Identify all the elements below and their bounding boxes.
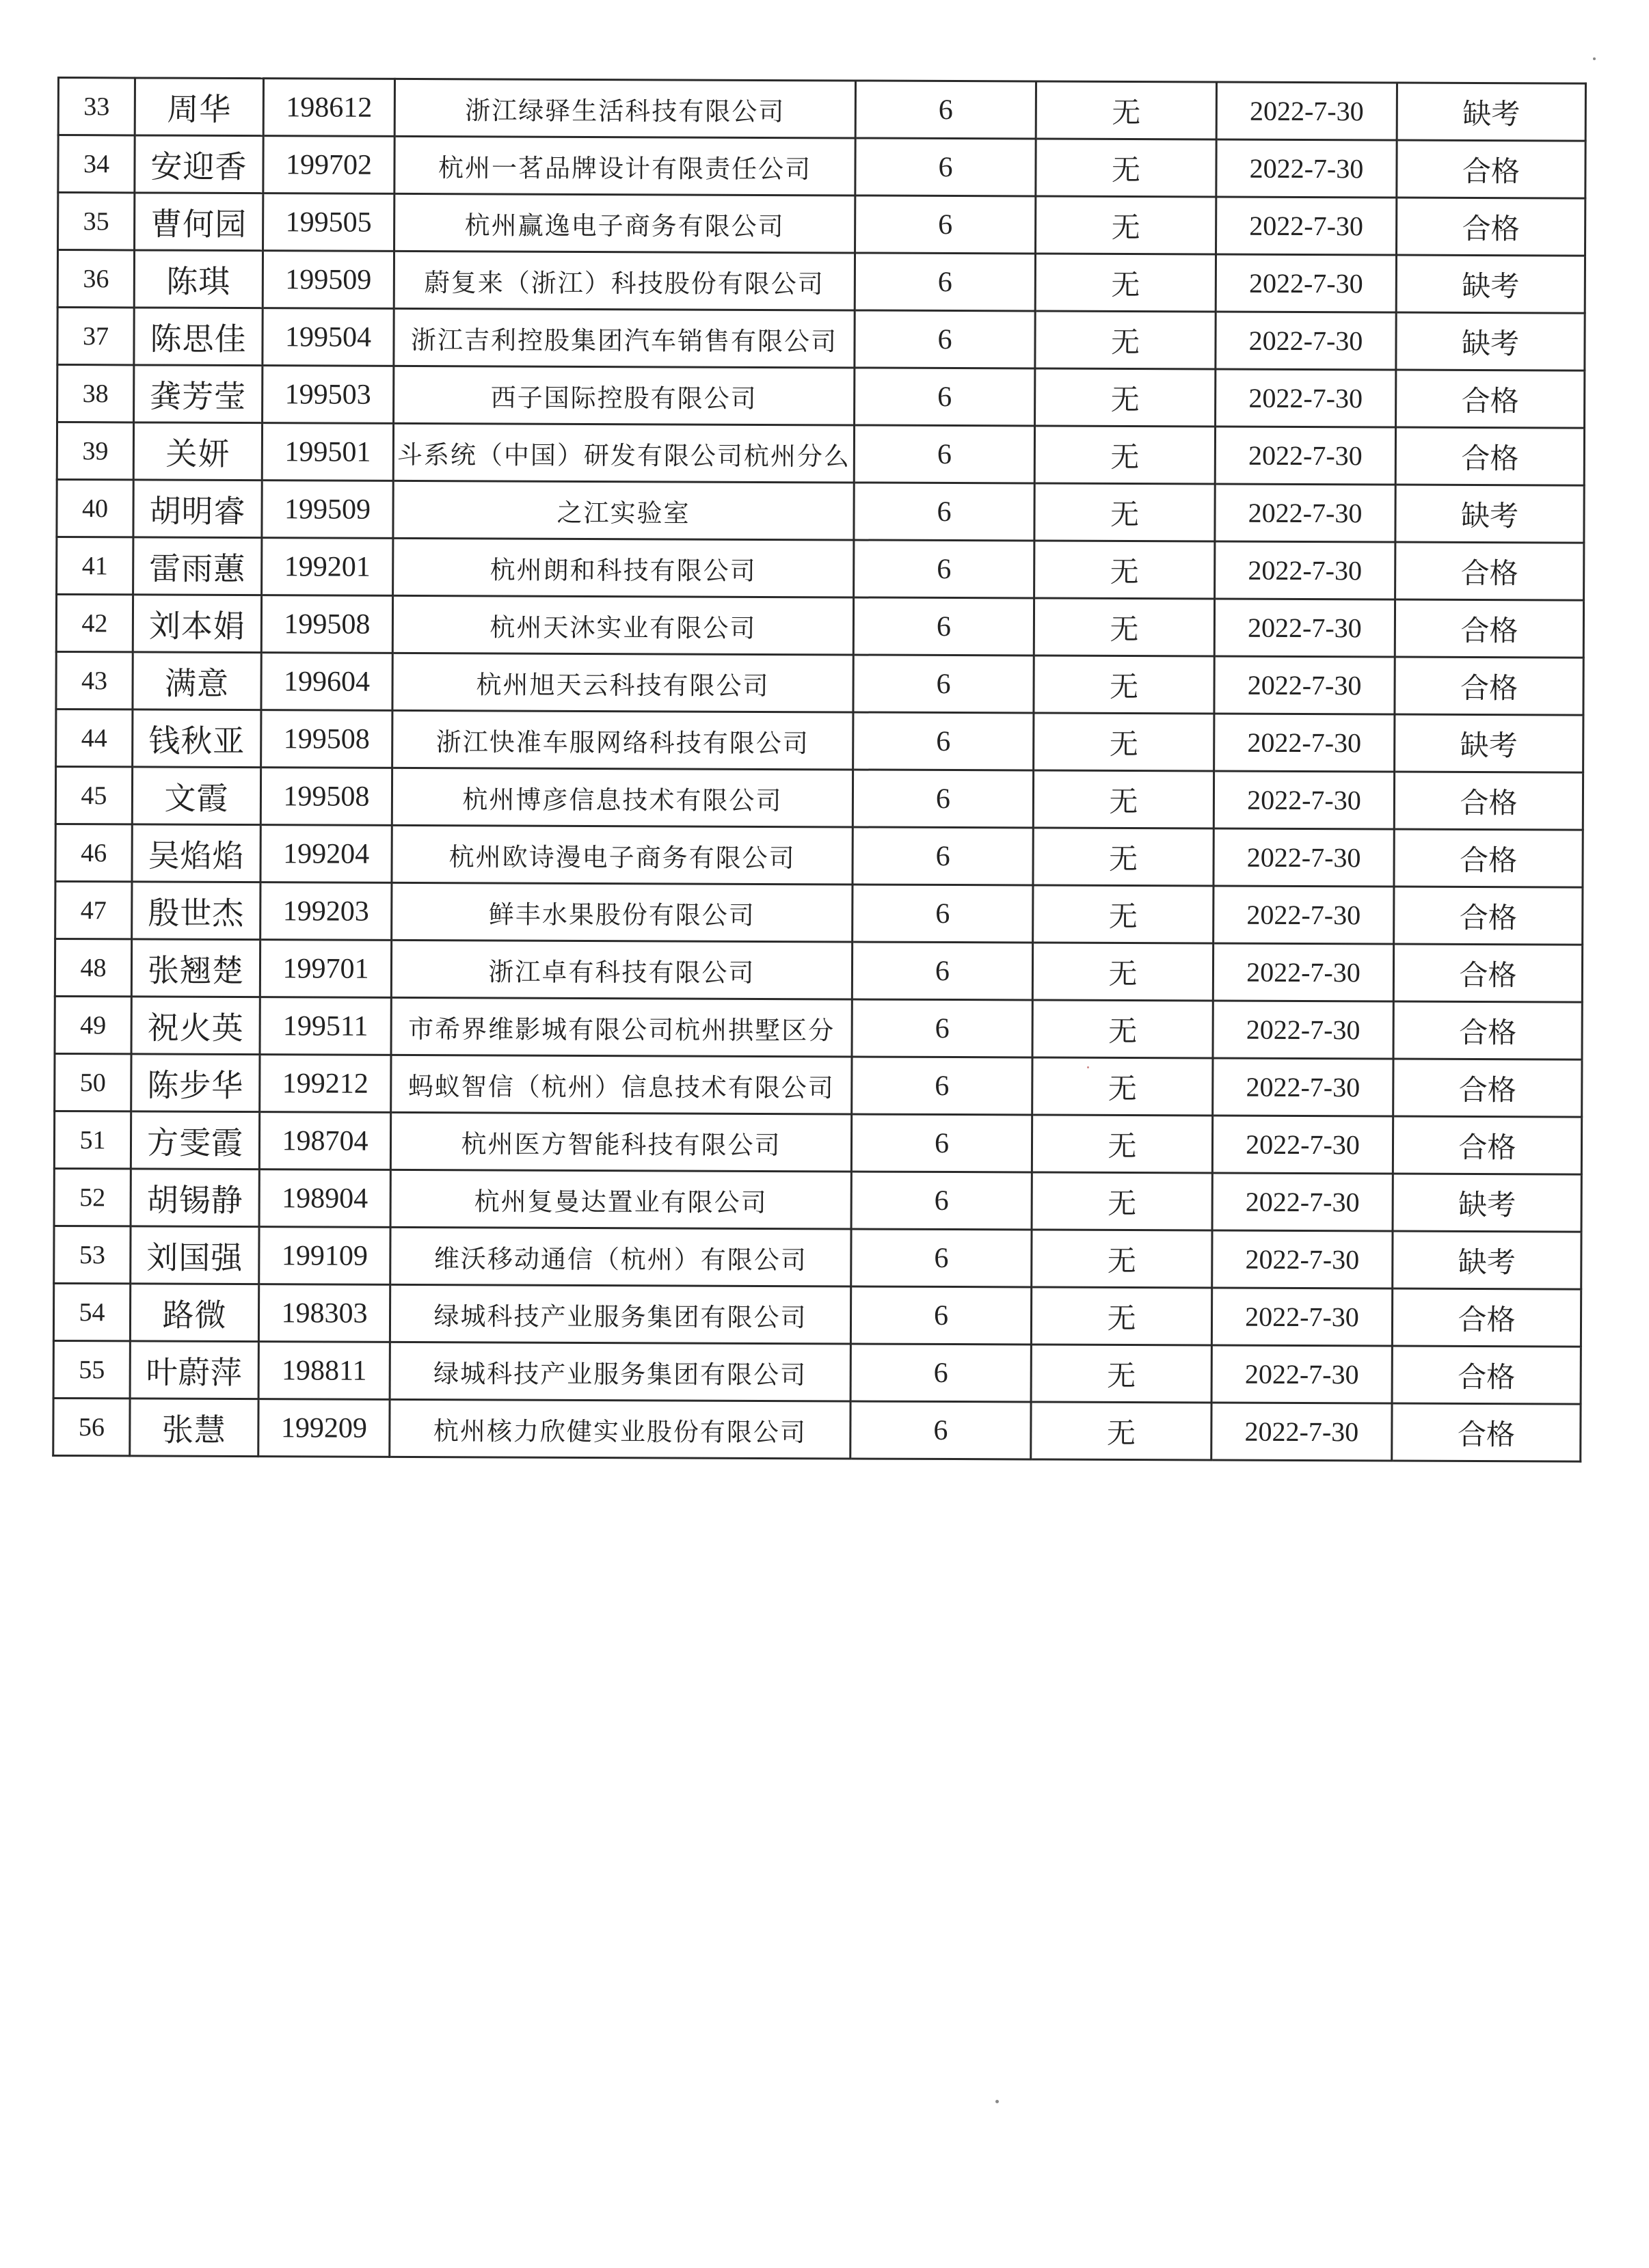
person-name: 陈步华 <box>131 1054 260 1112</box>
result-cell: 合格 <box>1393 1001 1582 1059</box>
row-number: 51 <box>54 1111 131 1168</box>
birth-id: 199701 <box>260 940 391 998</box>
table-row <box>55 1053 1582 1117</box>
hours-cell: 6 <box>850 1286 1031 1345</box>
table-container <box>52 77 1585 1463</box>
result-cell: 合格 <box>1397 198 1585 256</box>
result-cell: 合格 <box>1392 1403 1581 1461</box>
date-cell: 2022-7-30 <box>1216 82 1397 140</box>
result-cell: 合格 <box>1395 657 1583 715</box>
result-cell: 合格 <box>1393 1116 1581 1174</box>
result-cell: 缺考 <box>1395 485 1584 543</box>
table-row <box>57 308 1585 371</box>
remark-cell: 无 <box>1034 656 1214 714</box>
hours-cell: 6 <box>855 195 1036 254</box>
row-number: 34 <box>58 135 135 193</box>
table-row <box>56 709 1583 772</box>
person-name: 满意 <box>133 652 261 710</box>
birth-id: 199201 <box>262 538 393 596</box>
date-cell: 2022-7-30 <box>1216 197 1397 255</box>
result-cell: 合格 <box>1395 427 1584 485</box>
date-cell: 2022-7-30 <box>1216 139 1397 198</box>
result-cell: 缺考 <box>1395 714 1583 772</box>
company-name: 杭州一茗品牌设计有限责任公司 <box>394 136 855 195</box>
result-cell: 缺考 <box>1393 1174 1581 1232</box>
table-row <box>54 1226 1581 1289</box>
remark-cell: 无 <box>1032 943 1213 1001</box>
hours-cell: 6 <box>853 712 1034 770</box>
table-row <box>57 250 1585 314</box>
row-number: 46 <box>55 824 132 881</box>
scan-speck <box>1593 57 1596 60</box>
result-cell: 缺考 <box>1393 1231 1581 1289</box>
person-name: 钱秋亚 <box>133 710 261 768</box>
remark-cell: 无 <box>1034 483 1215 541</box>
table-row <box>54 1168 1581 1232</box>
hours-cell: 6 <box>855 368 1035 426</box>
hours-cell: 6 <box>854 540 1034 598</box>
hours-cell: 6 <box>850 1401 1031 1459</box>
hours-cell: 6 <box>855 81 1036 139</box>
remark-cell: 无 <box>1031 1402 1211 1460</box>
remark-cell: 无 <box>1034 426 1215 484</box>
date-cell: 2022-7-30 <box>1212 1173 1393 1231</box>
birth-id: 199509 <box>263 251 394 309</box>
table-row <box>55 766 1583 830</box>
remark-cell: 无 <box>1033 828 1214 886</box>
scan-speck <box>1087 1066 1089 1068</box>
remark-cell: 无 <box>1031 1345 1211 1403</box>
table-row <box>53 1398 1581 1461</box>
hours-cell: 6 <box>854 425 1034 483</box>
company-name: 杭州旭天云科技有限公司 <box>392 653 853 712</box>
person-name: 龚芳莹 <box>134 365 263 423</box>
person-name: 雷雨蕙 <box>133 537 262 595</box>
date-cell: 2022-7-30 <box>1215 541 1395 599</box>
row-number: 36 <box>57 250 134 308</box>
remark-cell: 无 <box>1033 770 1214 828</box>
row-number: 56 <box>53 1398 130 1455</box>
table-row <box>57 537 1584 601</box>
company-name: 维沃移动通信（杭州）有限公司 <box>390 1227 851 1286</box>
person-name: 陈琪 <box>134 250 263 308</box>
row-number: 33 <box>58 78 135 135</box>
table-row <box>55 881 1583 945</box>
date-cell: 2022-7-30 <box>1212 1230 1393 1288</box>
remark-cell: 无 <box>1033 885 1214 943</box>
remark-cell: 无 <box>1035 368 1216 427</box>
birth-id: 199604 <box>261 653 392 711</box>
remark-cell: 无 <box>1036 81 1216 139</box>
birth-id: 199508 <box>261 710 392 768</box>
company-name: 绿城科技产业服务集团有限公司 <box>390 1342 850 1401</box>
remark-cell: 无 <box>1031 1287 1211 1345</box>
person-name: 胡锡静 <box>131 1169 259 1227</box>
birth-id: 198612 <box>263 79 394 137</box>
result-cell: 合格 <box>1397 140 1585 198</box>
company-name: 鲜丰水果股份有限公司 <box>392 882 853 942</box>
date-cell: 2022-7-30 <box>1216 254 1396 312</box>
remark-cell: 无 <box>1034 598 1214 656</box>
row-number: 47 <box>55 881 132 939</box>
table-row <box>58 78 1585 141</box>
result-cell: 合格 <box>1394 772 1583 830</box>
date-cell: 2022-7-30 <box>1214 828 1394 887</box>
row-number: 44 <box>56 709 133 766</box>
person-name: 张翘楚 <box>131 939 260 997</box>
result-cell: 合格 <box>1395 599 1583 658</box>
scan-speck <box>995 2100 999 2103</box>
birth-id: 198811 <box>258 1342 390 1400</box>
hours-cell: 6 <box>853 597 1034 656</box>
company-name: 杭州天沐实业有限公司 <box>392 595 853 655</box>
company-name: 绿城科技产业服务集团有限公司 <box>390 1284 850 1344</box>
birth-id: 199509 <box>262 481 393 539</box>
company-name: 西子国际控股有限公司 <box>394 366 855 425</box>
remark-cell: 无 <box>1035 311 1216 369</box>
remark-cell: 无 <box>1032 1230 1212 1288</box>
hours-cell: 6 <box>855 253 1035 311</box>
date-cell: 2022-7-30 <box>1214 714 1395 772</box>
row-number: 54 <box>53 1283 130 1340</box>
result-cell: 合格 <box>1394 829 1583 887</box>
row-number: 42 <box>56 595 133 652</box>
table-row <box>55 996 1582 1059</box>
result-cell: 缺考 <box>1396 312 1585 370</box>
result-cell: 合格 <box>1393 944 1582 1002</box>
result-cell: 合格 <box>1395 542 1584 600</box>
row-number: 49 <box>55 996 131 1053</box>
table-row <box>56 595 1583 658</box>
table-row <box>56 651 1583 715</box>
birth-id: 199503 <box>263 366 394 424</box>
remark-cell: 无 <box>1035 254 1216 312</box>
table-row <box>55 824 1583 887</box>
birth-id: 199501 <box>262 423 393 481</box>
date-cell: 2022-7-30 <box>1214 771 1394 829</box>
company-name: 杭州朗和科技有限公司 <box>393 538 854 597</box>
date-cell: 2022-7-30 <box>1214 656 1395 714</box>
person-name: 关妍 <box>133 422 262 481</box>
result-cell: 合格 <box>1392 1346 1581 1404</box>
birth-id: 199702 <box>263 136 394 194</box>
hours-cell: 6 <box>853 770 1033 828</box>
result-cell: 合格 <box>1392 1288 1581 1347</box>
hours-cell: 6 <box>852 999 1032 1057</box>
hours-cell: 6 <box>855 138 1036 196</box>
hours-cell: 6 <box>851 1172 1032 1230</box>
birth-id: 199505 <box>263 193 394 252</box>
date-cell: 2022-7-30 <box>1216 312 1396 370</box>
birth-id: 199508 <box>261 595 392 653</box>
date-cell: 2022-7-30 <box>1211 1288 1392 1346</box>
records-table <box>52 77 1587 1463</box>
hours-cell: 6 <box>854 483 1034 541</box>
company-name: 杭州赢逸电子商务有限公司 <box>394 193 855 253</box>
birth-id: 199209 <box>258 1399 390 1457</box>
hours-cell: 6 <box>853 827 1033 885</box>
hours-cell: 6 <box>853 655 1034 713</box>
remark-cell: 无 <box>1034 713 1214 771</box>
row-number: 39 <box>57 422 133 480</box>
hours-cell: 6 <box>853 885 1033 943</box>
birth-id: 198704 <box>259 1112 390 1170</box>
table-row <box>54 1111 1581 1174</box>
row-number: 41 <box>57 537 133 595</box>
table-row <box>58 135 1585 199</box>
person-name: 叶蔚萍 <box>130 1341 258 1399</box>
row-number: 43 <box>56 651 133 709</box>
row-number: 38 <box>57 365 134 422</box>
row-number: 48 <box>55 939 131 996</box>
birth-id: 199203 <box>260 882 392 941</box>
birth-id: 199212 <box>260 1055 391 1113</box>
row-number: 52 <box>54 1168 131 1226</box>
remark-cell: 无 <box>1036 196 1216 254</box>
date-cell: 2022-7-30 <box>1214 886 1394 944</box>
date-cell: 2022-7-30 <box>1215 427 1395 485</box>
person-name: 方雯霞 <box>131 1111 259 1170</box>
remark-cell: 无 <box>1034 541 1215 599</box>
date-cell: 2022-7-30 <box>1213 943 1393 1001</box>
table-row <box>57 480 1584 543</box>
date-cell: 2022-7-30 <box>1215 484 1395 542</box>
hours-cell: 6 <box>850 1344 1031 1402</box>
hours-cell: 6 <box>855 310 1035 368</box>
table-row <box>53 1283 1581 1347</box>
remark-cell: 无 <box>1032 1115 1212 1173</box>
birth-id: 199504 <box>263 308 394 366</box>
company-name: 浙江卓有科技有限公司 <box>391 940 852 999</box>
date-cell: 2022-7-30 <box>1213 1058 1393 1116</box>
company-name: 斗系统（中国）研发有限公司杭州分么 <box>393 423 854 483</box>
company-name: 市希界维影城有限公司杭州拱墅区分 <box>391 997 852 1057</box>
result-cell: 合格 <box>1394 887 1583 945</box>
person-name: 刘国强 <box>131 1226 259 1284</box>
company-name: 杭州博彦信息技术有限公司 <box>392 768 853 827</box>
company-name: 之江实验室 <box>393 481 854 540</box>
row-number: 40 <box>57 480 133 537</box>
date-cell: 2022-7-30 <box>1213 1001 1393 1059</box>
company-name: 杭州医方智能科技有限公司 <box>390 1112 851 1172</box>
person-name: 文霞 <box>132 767 260 825</box>
person-name: 吴焰焰 <box>132 824 260 882</box>
hours-cell: 6 <box>852 1057 1032 1115</box>
person-name: 路微 <box>130 1284 258 1342</box>
person-name: 周华 <box>135 78 263 136</box>
row-number: 37 <box>57 308 134 365</box>
table-row <box>53 1340 1581 1404</box>
person-name: 安迎香 <box>135 135 263 193</box>
person-name: 殷世杰 <box>132 882 260 940</box>
hours-cell: 6 <box>851 1114 1032 1172</box>
date-cell: 2022-7-30 <box>1212 1116 1393 1174</box>
company-name: 浙江绿驿生活科技有限公司 <box>394 79 855 138</box>
company-name: 蚂蚁智信（杭州）信息技术有限公司 <box>391 1055 852 1114</box>
company-name: 杭州欧诗漫电子商务有限公司 <box>392 825 853 885</box>
person-name: 张慧 <box>130 1399 258 1457</box>
birth-id: 199511 <box>260 997 391 1055</box>
table-row <box>58 193 1585 256</box>
remark-cell: 无 <box>1036 139 1216 197</box>
date-cell: 2022-7-30 <box>1211 1403 1392 1461</box>
remark-cell: 无 <box>1032 1000 1213 1058</box>
row-number: 53 <box>54 1226 131 1283</box>
person-name: 陈思佳 <box>134 308 263 366</box>
table-body <box>53 78 1586 1462</box>
birth-id: 198904 <box>259 1170 390 1228</box>
company-name: 杭州复曼达置业有限公司 <box>390 1170 851 1229</box>
row-number: 50 <box>55 1053 131 1111</box>
result-cell: 缺考 <box>1396 255 1585 313</box>
company-name: 浙江吉利控股集团汽车销售有限公司 <box>394 308 855 368</box>
date-cell: 2022-7-30 <box>1211 1345 1392 1403</box>
table-row <box>57 422 1584 486</box>
company-name: 蔚复来（浙江）科技股份有限公司 <box>394 251 855 310</box>
birth-id: 198303 <box>258 1284 390 1342</box>
date-cell: 2022-7-30 <box>1216 369 1396 427</box>
hours-cell: 6 <box>852 942 1032 1000</box>
row-number: 55 <box>53 1340 130 1398</box>
person-name: 祝火英 <box>131 997 260 1055</box>
hours-cell: 6 <box>851 1229 1032 1287</box>
remark-cell: 无 <box>1032 1057 1213 1116</box>
person-name: 胡明睿 <box>133 480 262 538</box>
row-number: 35 <box>58 193 135 250</box>
result-cell: 缺考 <box>1397 83 1585 141</box>
table-row <box>55 939 1582 1002</box>
birth-id: 199109 <box>259 1227 390 1285</box>
person-name: 曹何园 <box>135 193 263 251</box>
result-cell: 合格 <box>1396 370 1585 428</box>
company-name: 杭州核力欣健实业股份有限公司 <box>390 1399 850 1459</box>
date-cell: 2022-7-30 <box>1214 599 1395 657</box>
birth-id: 199508 <box>260 768 392 826</box>
remark-cell: 无 <box>1032 1172 1212 1230</box>
birth-id: 199204 <box>260 825 392 883</box>
company-name: 浙江快准车服网络科技有限公司 <box>392 710 853 770</box>
row-number: 45 <box>55 766 132 824</box>
person-name: 刘本娟 <box>133 595 261 653</box>
result-cell: 合格 <box>1393 1059 1582 1117</box>
table-row <box>57 365 1585 429</box>
